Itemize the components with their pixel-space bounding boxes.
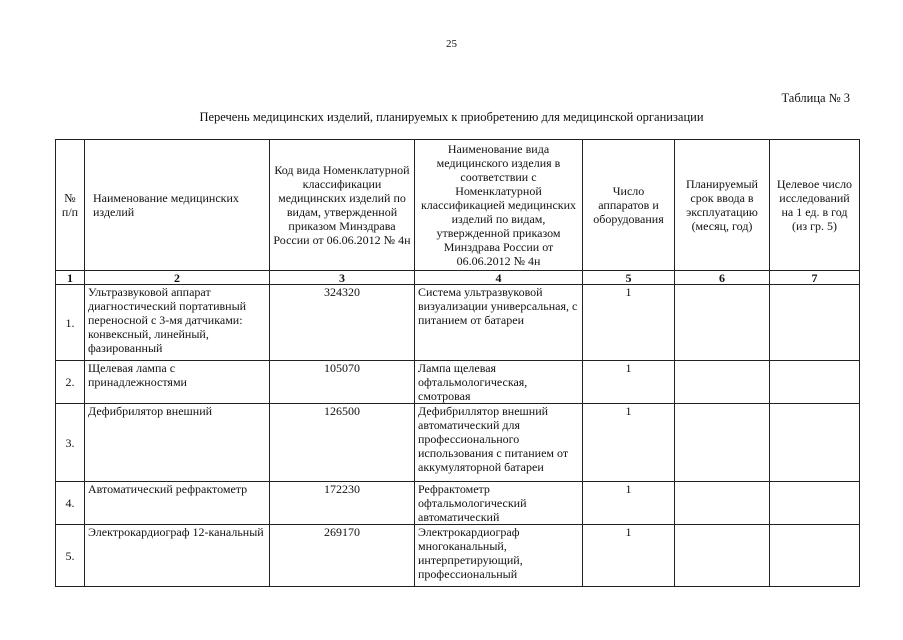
device-name: Щелевая лампа с принадлежностями — [85, 361, 270, 404]
type-name: Дефибриллятор внешний автоматический для профессионального использования с питанием от аккумуляторной батареи — [415, 404, 583, 482]
commission-date — [675, 404, 770, 482]
commission-date — [675, 361, 770, 404]
col-number: 4 — [415, 271, 583, 285]
type-name: Лампа щелевая офтальмологическая, смотровая — [415, 361, 583, 404]
commission-date — [675, 525, 770, 587]
device-name: Электрокардиограф 12-канальный — [85, 525, 270, 587]
document-title: Перечень медицинских изделий, планируемых к приобретению для медицинской организации — [199, 110, 704, 124]
col-number: 1 — [56, 271, 85, 285]
row-number: 5. — [56, 525, 85, 587]
type-code: 105070 — [270, 361, 415, 404]
table-row — [56, 404, 860, 482]
target-studies — [770, 525, 860, 587]
table-row — [56, 525, 860, 587]
target-studies — [770, 482, 860, 525]
device-name: Ультразвуковой аппарат диагностический портативный переносной с 3-мя датчиками: конвексный, линейный, фазированный — [85, 285, 270, 361]
column-number-row — [56, 271, 860, 285]
page-number: 25 — [446, 38, 457, 50]
type-code: 324320 — [270, 285, 415, 361]
quantity: 1 — [583, 482, 675, 525]
type-code: 172230 — [270, 482, 415, 525]
target-studies — [770, 361, 860, 404]
header-target-studies: Целевое число исследований на 1 ед. в год (из гр. 5) — [770, 140, 860, 271]
header-type-name: Наименование вида медицинского изделия в соответствии с Номенклатурной классификацией медицинских изделий по видам, утвержденной приказом Минздрава России от 06.06.2012 № 4н — [415, 140, 583, 271]
header-commission-date: Планируемый срок ввода в эксплуатацию (месяц, год) — [675, 140, 770, 271]
quantity: 1 — [583, 404, 675, 482]
table-row — [56, 482, 860, 525]
commission-date — [675, 482, 770, 525]
header-number: № п/п — [56, 140, 85, 271]
quantity: 1 — [583, 285, 675, 361]
row-number: 1. — [56, 285, 85, 361]
commission-date — [675, 285, 770, 361]
type-code: 269170 — [270, 525, 415, 587]
type-name: Электрокардиограф многоканальный, интерпретирующий, профессиональный — [415, 525, 583, 587]
target-studies — [770, 285, 860, 361]
device-name: Дефибрилятор внешний — [85, 404, 270, 482]
type-name: Рефрактометр офтальмологический автоматический — [415, 482, 583, 525]
header-quantity: Число аппаратов и оборудования — [583, 140, 675, 271]
header-row — [56, 140, 860, 271]
row-number: 2. — [56, 361, 85, 404]
row-number: 4. — [56, 482, 85, 525]
header-type-code: Код вида Номенклатурной классификации медицинских изделий по видам, утвержденной приказом Минздрава России от 06.06.2012 № 4н — [270, 140, 415, 271]
device-name: Автоматический рефрактометр — [85, 482, 270, 525]
target-studies — [770, 404, 860, 482]
type-name: Система ультразвуковой визуализации универсальная, с питанием от батареи — [415, 285, 583, 361]
table-label: Таблица № 3 — [781, 91, 850, 105]
quantity: 1 — [583, 361, 675, 404]
table-row — [56, 361, 860, 404]
col-number: 7 — [770, 271, 860, 285]
row-number: 3. — [56, 404, 85, 482]
col-number: 3 — [270, 271, 415, 285]
col-number: 2 — [85, 271, 270, 285]
col-number: 6 — [675, 271, 770, 285]
header-device-name: Наименование медицинских изделий — [85, 140, 270, 271]
quantity: 1 — [583, 525, 675, 587]
equipment-table — [55, 139, 860, 587]
table-row — [56, 285, 860, 361]
col-number: 5 — [583, 271, 675, 285]
type-code: 126500 — [270, 404, 415, 482]
